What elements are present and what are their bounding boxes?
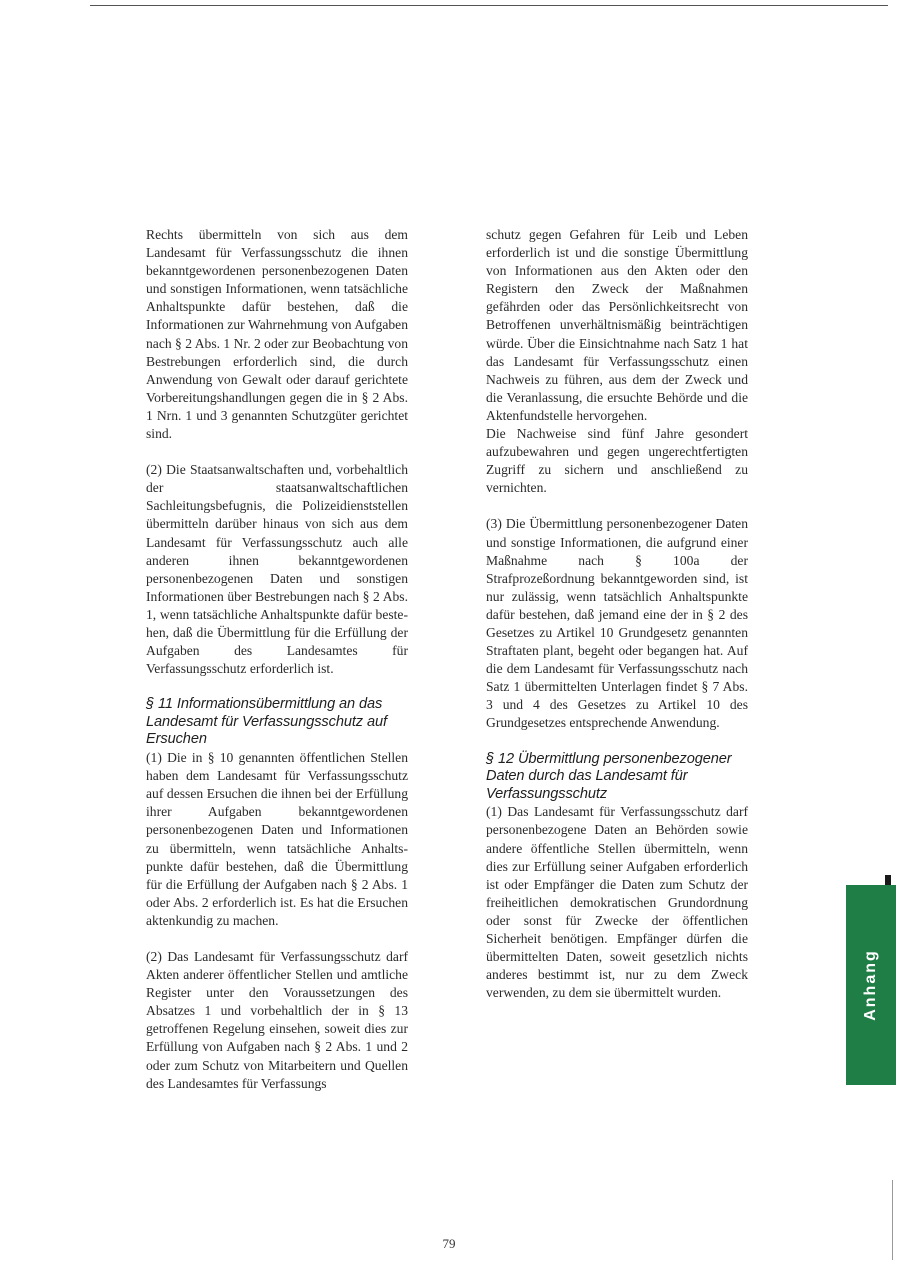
paragraph-11-2: (2) Das Landesamt für Verfassungsschutz darf Akten anderer öffentlicher Stellen und amtliche Register unter den Voraussetzungen des Absatzes 1 und vorbehaltlich der in § 13 getroffenen Regelung einsehen, soweit dies zur Erfüllung von Aufgaben nach § 2 Abs. 1 und 2 oder zum Schutz von Mitarbeitern und Quellen des Landesamtes für Verfassungs — [146, 948, 408, 1091]
top-rule — [90, 5, 888, 6]
section-heading-11: § 11 Informationsübermittlung an das Landesamt für Verfassungsschutz auf Ersuchen — [146, 696, 387, 748]
section-heading-12: § 12 Übermittlung personenbezogener Daten durch das Landesamt für Verfassungsschutz — [486, 750, 732, 802]
left-column — [146, 226, 408, 1093]
side-tab-label: Anhang — [862, 949, 879, 1021]
paragraph-rechts-uebermitteln: Rechts übermitteln von sich aus dem Landesamt für Verfassungsschutz die ihnen bekanntgewordenen personenbezogenen Daten und sonstigen Informationen, wenn tatsächliche Anhaltspunkte dafür bestehen, daß die Informationen zur Wahrnehmung von Aufgaben nach § 2 Abs. 1 Nr. 2 oder zur Beobachtung von Bestrebungen erforderlich sind, die durch Anwendung von Gewalt oder darauf gerichtete Vorbereitungshandlungen gegen die in § 2 Abs. 1 Nrn. 1 und 3 genannten Schutzgüter gerichtet sind. — [146, 227, 409, 442]
paragraph-nachweise: Die Nachweise sind fünf Jahre gesondert aufzubewahren und gegen ungerechtfertigten Zugriff zu sichern und anschließend zu vernichten. — [486, 426, 748, 496]
paragraph-11-1: (1) Die in § 10 genannten öffentlichen Stellen haben dem Landesamt für Verfassungsschutz auf dessen Ersuchen die ihnen bei der Erfüllung ihrer Aufgaben bekanntgewordenen personenbezogenen Daten und Informationen zu übermitteln, wenn tatsächliche Anhaltspunkte dafür bestehen, daß die Übermittlung für die Erfüllung der Aufgaben nach § 2 Abs. 1 oder Abs. 2 erforderlich ist. Es hat die Ersuchen aktenkundig zu machen. — [146, 750, 408, 928]
right-margin-rule — [892, 1180, 893, 1260]
paragraph-11-3: (3) Die Übermittlung personenbezogener Daten und sonstige Informationen, die aufgrund einer Maßnahme nach § 100a der Strafprozeßordnung bekanntgeworden sind, ist nur zulässig, wenn tatsächlich Anhaltspunkte dafür bestehen, daß jemand eine der in § 2 des Gesetzes zu Artikel 10 Grundgesetz genannten Straftaten plant, begeht oder begangen hat. Auf die dem Landesamt für Verfassungsschutz nach Satz 1 übermittelten Unterlagen findet § 7 Abs. 3 und 4 des Gesetzes zu Artikel 10 des Grundgesetzes entsprechende Anwendung. — [486, 516, 748, 731]
page-number: 79 — [442, 1236, 456, 1251]
side-tab-anhang — [846, 885, 896, 1085]
paragraph-schutz-gegen-gefahren: schutz gegen Gefahren für Leib und Leben erforderlich ist und die sonstige Übermittlung von Informationen aus den Akten oder den Registern den Zweck der Maßnahmen gefährden oder das Persönlichkeitsrecht von Betroffenen unverhältnismäßig beinträchtigen würde. Über die Einsichtnahme nach Satz 1 hat das Landesamt für Verfassungsschutz einen Nachweis zu führen, aus dem der Zweck und die Veranlassung, die ersuchte Behörde und die Aktenfundstelle hervorgehen. — [486, 227, 748, 423]
right-column — [486, 226, 748, 1002]
paragraph-12-1: (1) Das Landesamt für Verfassungsschutz darf personenbezogene Daten an Behörden sowie andere öffentliche Stellen übermitteln, wenn dies zur Erfüllung seiner Aufgaben erforderlich ist oder Empfänger die Daten zum Schutz der freiheitlichen demokratischen Grundordnung oder sonst für Zwecke der öffentlichen Sicherheit benötigen. Empfänger dürfen die übermittelten Daten, soweit gesetzlich nichts anderes bestimmt ist, nur zu dem Zweck verwenden, zu dem sie übermittelt wurden. — [486, 804, 748, 1001]
paragraph-staatsanwaltschaften: (2) Die Staatsanwaltschaften und, vorbehaltlich der staatsanwaltschaftlichen Sachleitungsbefugnis, die Polizeidienststellen übermitteln darüber hinaus von sich aus dem Landesamt für Verfassungsschutz auch alle anderen ihnen bekanntgewordenen personenbezogenen Daten und sonstigen Informationen über Bestrebungen nach § 2 Abs. 1, wenn tatsächliche Anhaltspunkte dafür bestehen, daß die Übermittlung für die Erfüllung der Aufgaben des Landesamtes für Verfassungsschutz erforderlich ist. — [146, 462, 408, 677]
